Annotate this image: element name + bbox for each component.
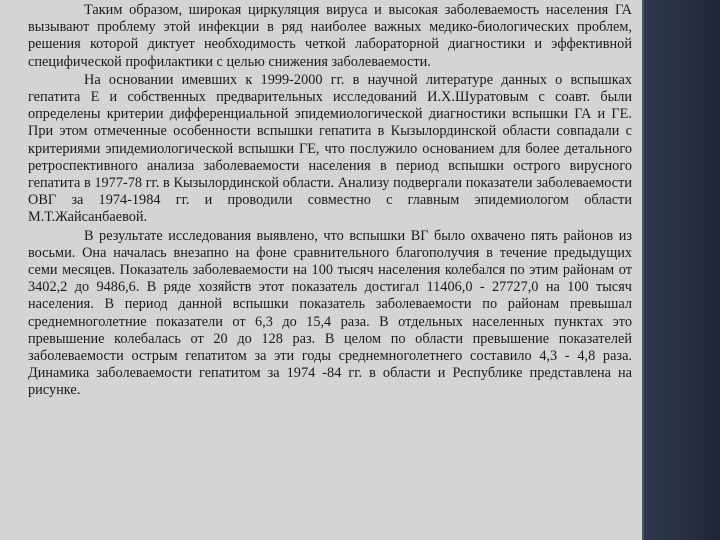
paragraph-1: Таким образом, широкая циркуляция вируса и высокая заболеваемость населения ГА вызывают проблему этой инфекции в ряд наиболее важных медико-биологических проблем, решения которой диктует необходимость четкой лабораторной диагностики и эффективной специфической профилактики с целью снижения заболеваемости. [28,2,632,70]
paragraph-3: В результате исследования выявлено, что вспышки ВГ было охвачено пять районов из восьми. Она началась внезапно на фоне сравнительного благополучия в течение предыдущих семи месяцев. Показатель заболеваемости на 100 тысяч населения колебался по этим районам от 3402,2 до 9486,6. В ряде хозяйств этот показатель достигал 11406,0 - 27727,0 на 100 тысяч населения. В период данной вспышки показатель заболеваемости по районам превышал среднемноголетние показатели от 6,3 до 15,4 раза. В отдельных населенных пунктах это превышение колебалась от 20 до 128 раз. В целом по области превышение показателей заболеваемости острым гепатитом за эти годы среднемноголетнего составило 4,3 - 4,8 раза. Динамика заболеваемости гепатитом за 1974 -84 гг. в области и Республике представлена на рисунке. [28,227,632,399]
document-body [28,2,632,400]
paragraph-2: На основании имевших к 1999-2000 гг. в научной литературе данных о вспышках гепатита Е и собственных предварительных исследований И.Х.Шуратовым с соавт. были определены критерии дифференциальной эпидемиологической диагностики вспышки ГА и ГЕ. При этом отмеченные особенности вспышки гепатита в Кызылординской области совпадали с критериями эпидемиологической вспышки ГЕ, что послужило основанием для более детального ретроспективного анализа заболеваемости населения в период вспышки острого вирусного гепатита в 1977-78 гг. в Кызылординской области. Анализу подвергали показатели заболеваемости ОВГ за 1974-1984 гг. и проводили совместно с главным эпидемиологом области М.Т.Жайсанбаевой. [28,71,632,226]
decorative-sidebar [642,0,720,540]
